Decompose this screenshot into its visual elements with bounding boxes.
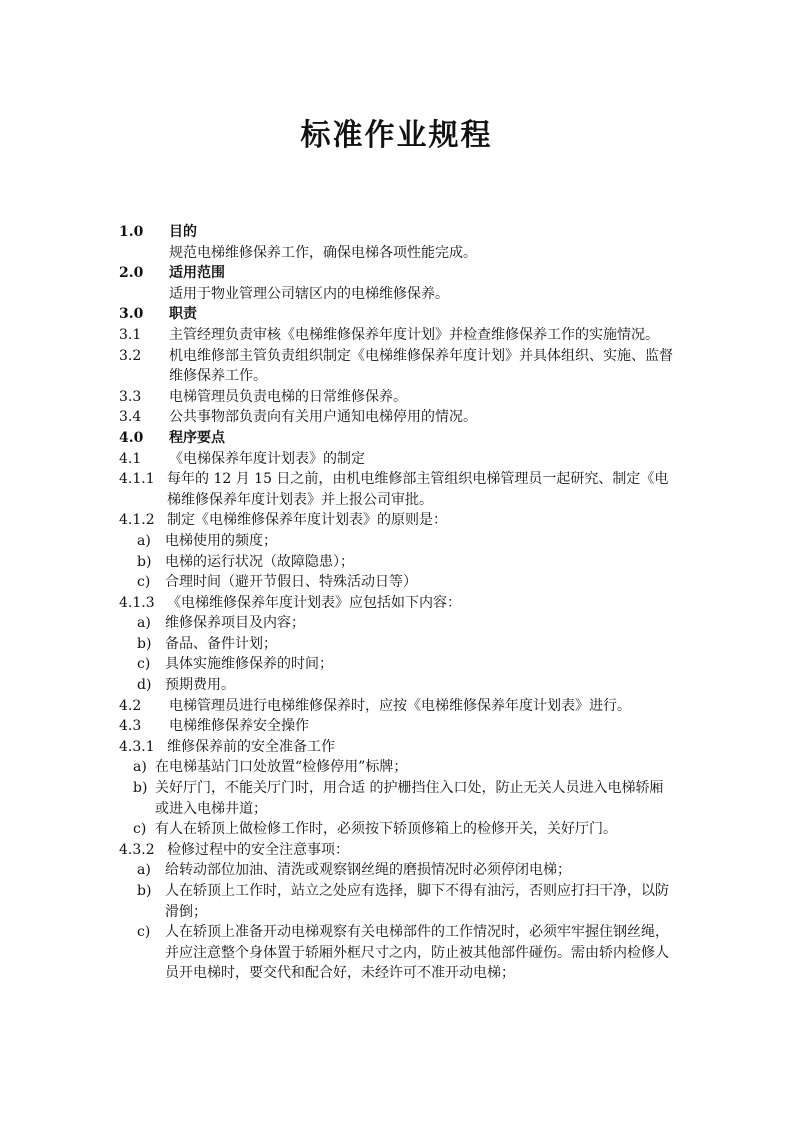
section-number: 4.1.1 (119, 471, 155, 488)
section-number: a) (133, 759, 147, 776)
section-text: 关好厅门，不能关厅门时，用合适 的护栅挡住入口处，防止无关人员进入电梯轿厢或进入电梯井道； (155, 780, 664, 817)
section-number: a) (137, 532, 151, 549)
document-body (0, 222, 793, 984)
section-text: 有人在轿顶上做检修工作时，必须按下轿顶修箱上的检修开关，关好厅门。 (155, 821, 617, 838)
section-number: b) (137, 635, 152, 652)
section-row (0, 696, 793, 717)
section-row (0, 860, 793, 881)
section-row (0, 304, 793, 325)
section-number: b) (137, 553, 152, 570)
section-row (0, 284, 793, 305)
section-text: 维修保养项目及内容； (165, 615, 305, 632)
section-row (0, 346, 793, 387)
section-number: c) (137, 574, 151, 591)
section-number: b) (133, 780, 148, 797)
section-text: 电梯维修保养安全操作 (169, 718, 309, 735)
section-number: c) (133, 821, 147, 838)
section-text: 给转动部位加油、清洗或观察钢丝绳的磨损情况时必须停闭电梯； (165, 862, 571, 879)
section-text: 维修保养前的安全准备工作 (167, 738, 335, 755)
section-text: 人在轿顶上工作时，站立之处应有选择，脚下不得有油污，否则应打扫干净，以防滑倒； (165, 883, 669, 920)
section-number: 4.3.2 (119, 841, 155, 858)
section-row (0, 449, 793, 470)
section-number: 4.2 (119, 697, 142, 714)
section-number: 4.1 (119, 450, 142, 467)
section-text: 适用于物业管理公司辖区内的电梯维修保养。 (169, 285, 449, 302)
section-number: 3.2 (119, 347, 142, 364)
section-number: 4.0 (119, 429, 144, 446)
section-row (0, 428, 793, 449)
section-text: 电梯的运行状况（故障隐患）； (165, 553, 354, 570)
section-row (0, 222, 793, 243)
section-row (0, 675, 793, 696)
section-text: 在电梯基站门口处放置“检修停用”标牌； (155, 759, 408, 776)
section-text: 制定《电梯维修保养年度计划表》的原则是： (167, 512, 447, 529)
section-text: 主管经理负责审核《电梯维修保养年度计划》并检查维修保养工作的实施情况。 (169, 326, 659, 343)
section-text: 程序要点 (169, 429, 225, 446)
section-text: 人在轿顶上准备开动电梯观察有关电梯部件的工作情况时，必须牢牢握住钢丝绳，并应注意整个身体置于轿厢外框尺寸之内，防止被其他部件碰伤。需由轿内检修人员开电梯时，要交代和配合好，未经许可不准开动电梯； (165, 924, 669, 982)
section-text: 合理时间（避开节假日、特殊活动日等） (165, 574, 417, 591)
section-number: 4.1.2 (119, 512, 155, 529)
section-text: 公共事物部负责向有关用户通知电梯停用的情况。 (169, 409, 477, 426)
section-row (0, 593, 793, 614)
section-text: 电梯管理员负责电梯的日常维修保养。 (169, 388, 407, 405)
section-row (0, 778, 793, 819)
section-number: 1.0 (119, 224, 144, 240)
section-row (0, 407, 793, 428)
section-number: c) (137, 924, 151, 941)
section-number: 2.0 (119, 265, 144, 282)
section-row (0, 552, 793, 573)
section-row (0, 387, 793, 408)
section-number: 3.1 (119, 326, 142, 343)
section-row (0, 737, 793, 758)
section-row (0, 634, 793, 655)
section-text: 《电梯维修保养年度计划表》应包括如下内容： (167, 594, 461, 611)
section-number: d) (137, 677, 152, 694)
section-number: 4.3 (119, 718, 142, 735)
section-row (0, 263, 793, 284)
section-row (0, 881, 793, 922)
section-row (0, 325, 793, 346)
section-text: 备品、备件计划； (165, 635, 277, 652)
section-number: b) (137, 883, 152, 899)
section-text: 电梯使用的频度； (165, 532, 277, 549)
section-text: 适用范围 (169, 265, 225, 282)
section-number: a) (137, 615, 151, 632)
section-text: 检修过程中的安全注意事项： (167, 841, 349, 858)
section-number: 3.3 (119, 388, 142, 405)
section-row (0, 819, 793, 840)
section-text: 机电维修部主管负责组织制定《电梯维修保养年度计划》并具体组织、实施、监督维修保养工作。 (169, 347, 673, 385)
section-row (0, 510, 793, 531)
section-number: 3.0 (119, 306, 144, 323)
page-title: 标准作业规程 (300, 118, 493, 153)
section-text: 预期费用。 (165, 677, 235, 694)
section-text: 《电梯保养年度计划表》的制定 (169, 450, 365, 467)
section-row (0, 613, 793, 634)
section-row (0, 716, 793, 737)
section-number: a) (137, 862, 151, 879)
section-text: 具体实施维修保养的时间； (165, 656, 333, 673)
section-text: 职责 (169, 306, 197, 323)
section-text: 电梯管理员进行电梯维修保养时，应按《电梯维修保养年度计划表》进行。 (169, 697, 631, 714)
section-number: 4.1.3 (119, 594, 155, 611)
section-number: 4.3.1 (119, 738, 155, 755)
section-text: 规范电梯维修保养工作，确保电梯各项性能完成。 (169, 244, 477, 261)
section-row (0, 757, 793, 778)
section-row (0, 572, 793, 593)
section-number: c) (137, 656, 151, 673)
section-number: 3.4 (119, 409, 142, 426)
section-row (0, 654, 793, 675)
section-text: 每年的 12 月 15 日之前，由机电维修部主管组织电梯管理员一起研究、制定《电梯维修保养年度计划表》并上报公司审批。 (167, 471, 669, 508)
section-text: 目的 (169, 224, 197, 240)
section-row (0, 243, 793, 264)
section-row (0, 840, 793, 861)
section-row (0, 922, 793, 984)
section-row (0, 469, 793, 510)
section-row (0, 531, 793, 552)
